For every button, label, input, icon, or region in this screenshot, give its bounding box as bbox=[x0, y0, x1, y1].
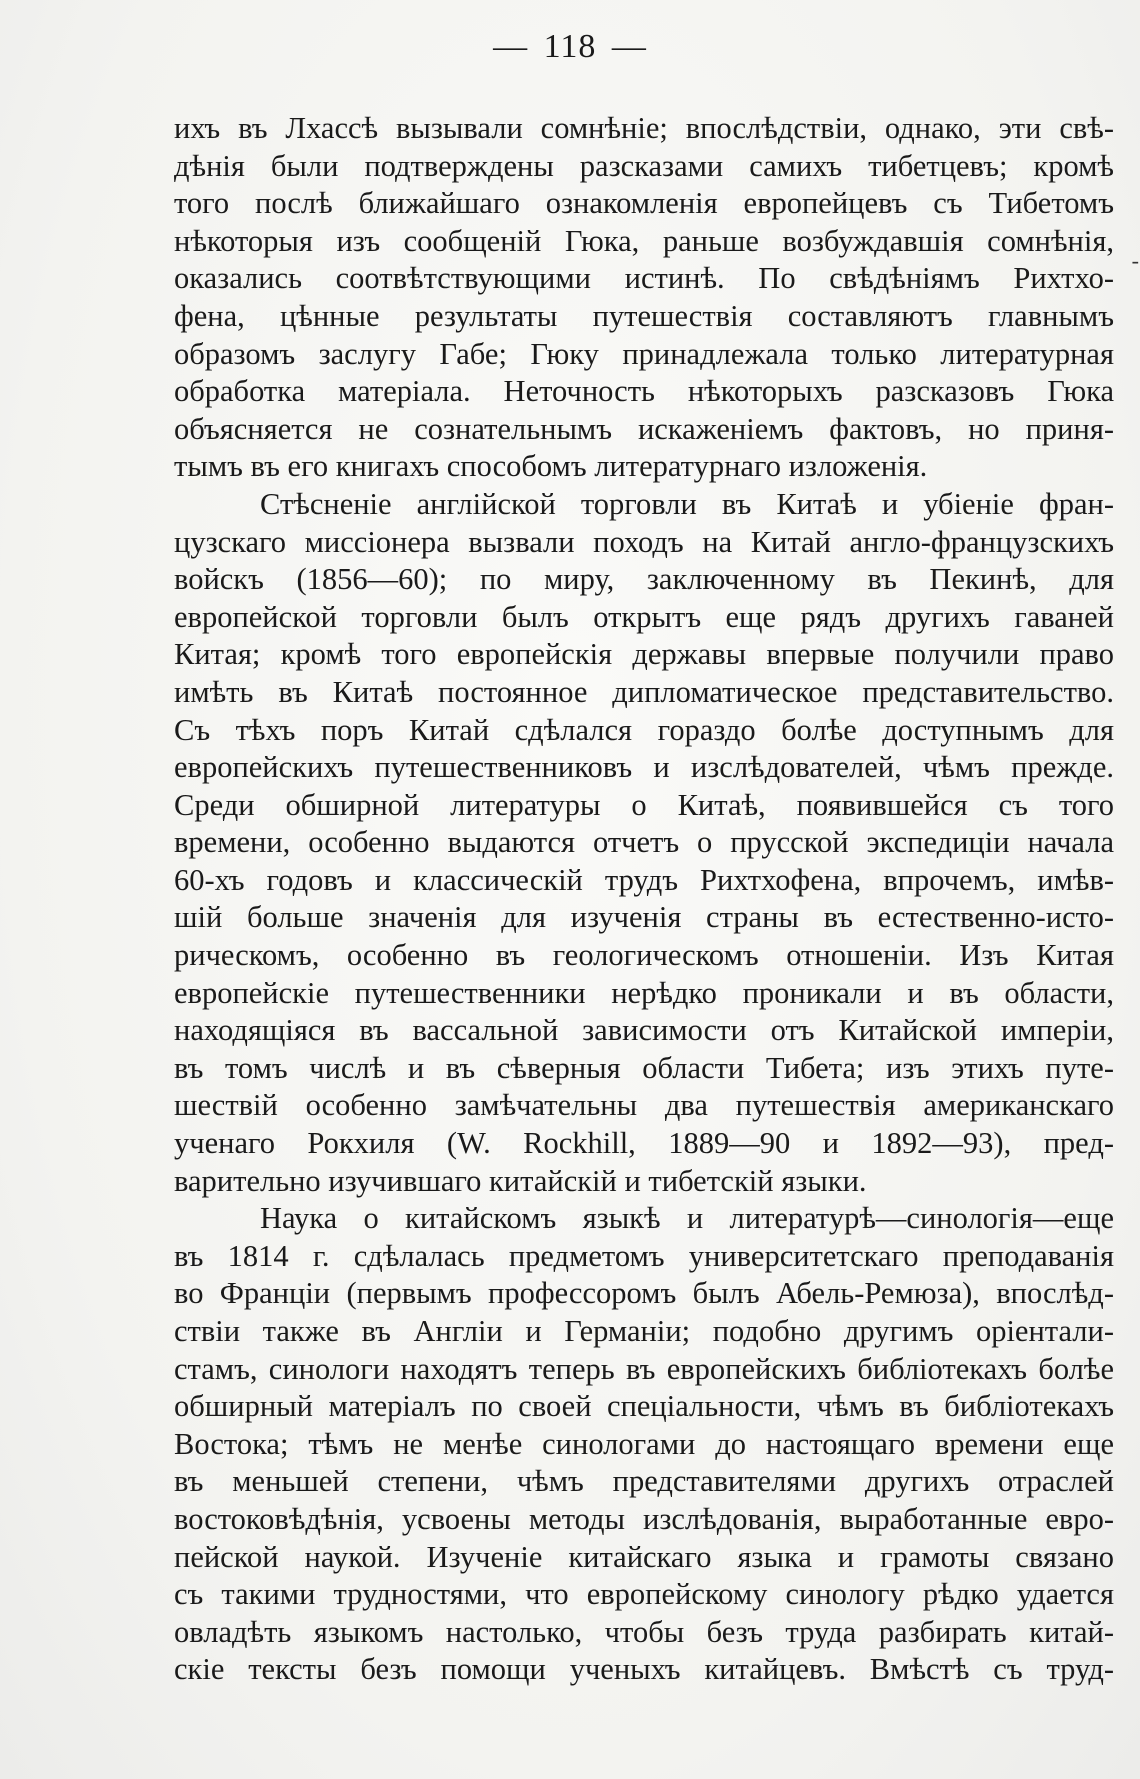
text-line: войскъ (1856—60); по миру, заключенному въ Пекинѣ, для bbox=[174, 562, 1114, 597]
text-line: въ 1814 г. сдѣлалась предметомъ университетскаго преподаванія bbox=[174, 1238, 1114, 1273]
text-line: во Франціи (первымъ профессоромъ былъ Абель-Ремюза), впослѣд- bbox=[174, 1276, 1114, 1311]
text-line: съ такими трудностями, что европейскому синологу рѣдко удается bbox=[174, 1577, 1114, 1612]
text-line: обширный матеріалъ по своей спеціальности, чѣмъ въ библіотекахъ bbox=[174, 1389, 1114, 1424]
text-line: 60-хъ годовъ и классическій трудъ Рихтхофена, впрочемъ, имѣв- bbox=[174, 862, 1114, 897]
text-line: нѣкоторыя изъ сообщеній Гюка, раньше возбуждавшія сомнѣнія, bbox=[174, 223, 1114, 258]
page-number-dash-right: — bbox=[611, 28, 647, 65]
page-number-header bbox=[0, 28, 1140, 66]
text-line: Среди обширной литературы о Китаѣ, появившейся съ того bbox=[174, 787, 1114, 822]
text-line: ствіи также въ Англіи и Германіи; подобно другимъ оріентали- bbox=[174, 1314, 1114, 1348]
text-line: востоковѣдѣнія, усвоены методы изслѣдованія, выработанные евро- bbox=[174, 1501, 1114, 1536]
text-line: рическомъ, особенно въ геологическомъ отношеніи. Изъ Китая bbox=[174, 938, 1114, 973]
text-line: Стѣсненіе англійской торговли въ Китаѣ и убіеніе фран- bbox=[260, 486, 1114, 521]
text-line: европейскихъ путешественниковъ и изслѣдователей, чѣмъ прежде. bbox=[174, 750, 1114, 785]
text-line: стамъ, синологи находятъ теперь въ европейскихъ библіотекахъ болѣе bbox=[174, 1351, 1114, 1386]
text-line: ученаго Рокхиля (W. Rockhill, 1889—90 и 1892—93), пред- bbox=[174, 1126, 1114, 1161]
text-line: тымъ въ его книгахъ способомъ литературнаго изложенія. bbox=[174, 449, 928, 484]
text-line: скіе тексты безъ помощи ученыхъ китайцевъ. Вмѣстѣ съ труд- bbox=[174, 1652, 1114, 1687]
body-text bbox=[174, 110, 1114, 1689]
text-line: Наука о китайскомъ языкѣ и литературѣ—синологія—еще bbox=[260, 1201, 1114, 1236]
text-line: варительно изучившаго китайскій и тибетскій языки. bbox=[174, 1163, 867, 1198]
text-line: фена, цѣнные результаты путешествія составляютъ главнымъ bbox=[174, 298, 1114, 333]
text-line: образомъ заслугу Габе; Гюку принадлежала только литературная bbox=[174, 336, 1114, 371]
text-line: того послѣ ближайшаго ознакомленія европейцевъ съ Тибетомъ bbox=[174, 186, 1114, 221]
text-line: находящіяся въ вассальной зависимости отъ Китайской имперіи, bbox=[174, 1013, 1114, 1048]
text-line: обработка матеріала. Неточность нѣкоторыхъ разсказовъ Гюка bbox=[174, 374, 1114, 409]
text-line: цузскаго миссіонера вызвали походъ на Китай англо-французскихъ bbox=[174, 524, 1114, 559]
text-line: Китая; кромѣ того европейскія державы впервые получили право bbox=[174, 637, 1114, 672]
text-line: европейскіе путешественники нерѣдко проникали и въ области, bbox=[174, 975, 1114, 1010]
page-number: 118 bbox=[543, 28, 597, 65]
margin-mark: - bbox=[1131, 248, 1139, 273]
page-number-dash-left: — bbox=[493, 28, 529, 65]
text-line: европейской торговли былъ открытъ еще рядъ другихъ гаваней bbox=[174, 599, 1114, 634]
text-line: оказались соотвѣтствующими истинѣ. По свѣдѣніямъ Рихтхо- bbox=[174, 261, 1114, 296]
text-line: Съ тѣхъ поръ Китай сдѣлался гораздо болѣе доступнымъ для bbox=[174, 712, 1114, 747]
text-line: объясняется не сознательнымъ искаженіемъ фактовъ, но приня- bbox=[174, 411, 1114, 446]
text-line: времени, особенно выдаются отчетъ о прусской экспедиціи начала bbox=[174, 825, 1114, 860]
text-line: въ томъ числѣ и въ сѣверныя области Тибета; изъ этихъ путе- bbox=[174, 1050, 1114, 1085]
text-line: Востока; тѣмъ не менѣе синологами до настоящаго времени еще bbox=[174, 1426, 1114, 1461]
text-line: овладѣть языкомъ настолько, чтобы безъ труда разбирать китай- bbox=[174, 1614, 1114, 1649]
text-line: ихъ въ Лхассѣ вызывали сомнѣніе; впослѣдствіи, однако, эти свѣ- bbox=[174, 111, 1114, 145]
text-line: шій больше значенія для изученія страны въ естественно-исто- bbox=[174, 900, 1114, 935]
text-line: дѣнія были подтверждены разсказами самихъ тибетцевъ; кромѣ bbox=[174, 148, 1114, 183]
text-line: пейской наукой. Изученіе китайскаго языка и грамоты связано bbox=[174, 1539, 1114, 1574]
text-line: шествій особенно замѣчательны два путешествія американскаго bbox=[174, 1088, 1114, 1123]
text-line: въ меньшей степени, чѣмъ представителями другихъ отраслей bbox=[174, 1464, 1114, 1499]
text-line: имѣть въ Китаѣ постоянное дипломатическое представительство. bbox=[174, 674, 1114, 709]
